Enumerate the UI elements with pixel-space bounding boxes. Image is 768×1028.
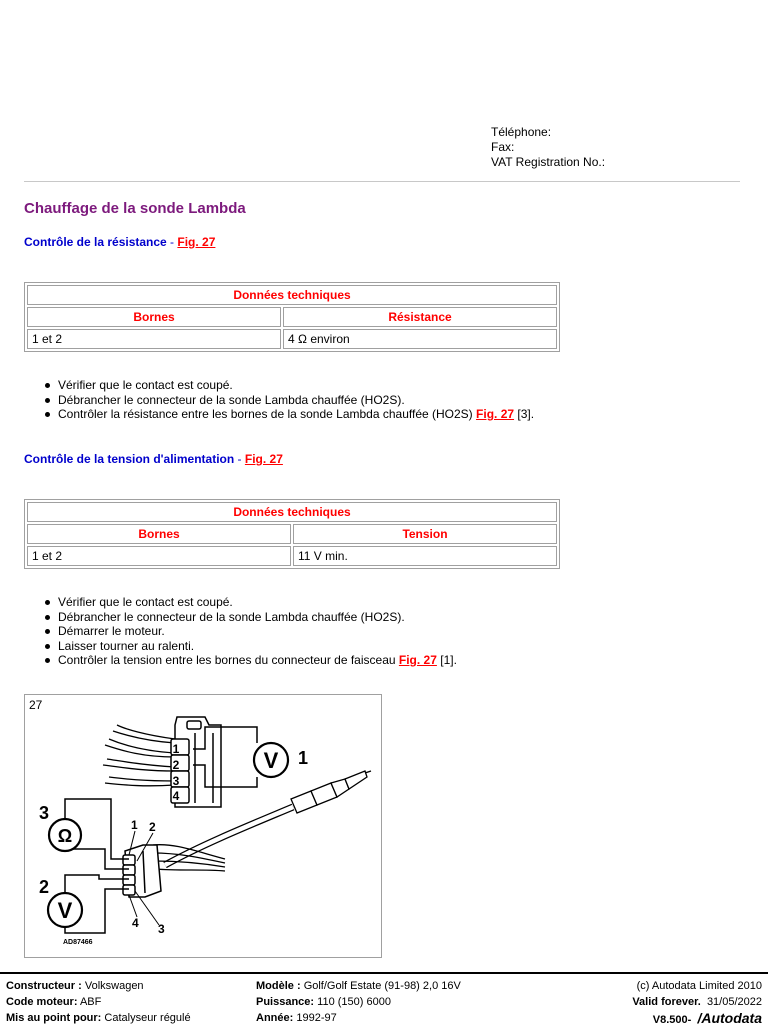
lower-pin-label-1: 1 [131,818,138,832]
pin-label-2: 2 [172,758,180,772]
footer [0,972,768,1026]
pin-label-4: 4 [172,789,180,803]
step-text: Contrôler la résistance entre les bornes de la sonde Lambda chauffée (HO2S) [58,407,473,421]
heading-separator: - [166,235,178,249]
code-moteur-value: ABF [79,996,102,1008]
footer-copyright: (c) Autodata Limited 2010 [636,980,762,992]
fig-link[interactable]: Fig. 27 [244,452,283,466]
lower-pin-label-2: 2 [149,820,156,834]
figure-number: 27 [29,698,43,712]
ohm-symbol: Ω [57,826,73,846]
resistance-steps [25,378,758,422]
fig-link[interactable]: Fig. 27 [398,653,437,667]
step-text: Contrôler la tension entre les bornes du connecteur de faisceau [58,653,396,667]
section-voltage-heading [24,452,283,466]
figure-code: AD87466 [63,939,93,946]
list-item: Vérifier que le contact est coupé. [58,378,758,393]
footer-constructeur [6,978,246,994]
page-title: Chauffage de la sonde Lambda [24,200,246,217]
list-item: Débrancher le connecteur de la sonde Lambda chauffée (HO2S). [58,610,758,625]
step-ref: [1]. [436,653,457,667]
footer-model-col [256,978,556,1026]
modele-value: Golf/Golf Estate (91-98) 2,0 16V [303,980,461,992]
table-title: Données techniques [27,285,557,305]
footer-validity [542,994,762,1010]
mis-au-point-label: Mis au point pour: [6,1012,102,1024]
footer-date: 31/05/2022 [706,996,762,1008]
footer-vehicle-col [6,978,246,1026]
column-header-bornes: Bornes [27,307,281,327]
callout-1: 1 [298,748,309,768]
version-label: V8.500- [652,1014,692,1026]
list-item: Démarrer le moteur. [58,624,758,639]
list-item [58,653,758,668]
list-item: Vérifier que le contact est coupé. [58,595,758,610]
cell-resistance: 4 Ω environ [283,329,557,349]
autodata-logo: /Autodata [697,1010,762,1026]
lower-pin-label-3: 3 [158,922,165,936]
column-header-bornes: Bornes [27,524,291,544]
constructeur-value: Volkswagen [84,980,144,992]
footer-meta-col [542,978,762,1028]
lower-pin-label-4: 4 [132,916,139,930]
footer-modele [256,978,556,994]
column-header-resistance: Résistance [283,307,557,327]
pin-label-1: 1 [172,742,180,756]
upper-harness-cables [103,725,175,786]
footer-brand-line [542,1010,762,1028]
callout-3: 3 [39,803,50,823]
wiring-diagram [25,695,381,957]
mis-au-point-value: Catalyseur régulé [104,1012,191,1024]
annee-label: Année: [256,1012,294,1024]
footer-code-moteur [6,994,246,1010]
section-resistance-heading [24,235,215,249]
pin-label-3: 3 [172,774,180,788]
fig-link[interactable]: Fig. 27 [177,235,216,249]
figure-27 [24,694,382,958]
telephone-label: Téléphone: [491,125,552,139]
list-item: Laisser tourner au ralenti. [58,639,758,654]
step-ref: [3]. [514,407,535,421]
cell-tension: 11 V min. [293,546,557,566]
valid-label: Valid forever. [632,996,701,1008]
lower-harness-wires [153,845,225,871]
puissance-value: 110 (150) 6000 [317,996,391,1008]
volt-symbol: V [57,898,73,923]
code-moteur-label: Code moteur: [6,996,78,1008]
section-resistance-title: Contrôle de la résistance [24,235,167,249]
cell-bornes: 1 et 2 [27,546,291,566]
constructeur-label: Constructeur : [6,980,82,992]
heading-separator: - [234,452,245,466]
section-voltage-title: Contrôle de la tension d'alimentation [24,452,235,466]
table-title: Données techniques [27,502,557,522]
annee-value: 1992-97 [296,1012,337,1024]
resistance-spec-table [24,282,560,352]
footer-puissance [256,994,556,1010]
vat-label: VAT Registration No.: [491,155,606,169]
header-divider [24,181,740,182]
column-header-tension: Tension [293,524,557,544]
voltage-spec-table [24,499,560,569]
puissance-label: Puissance: [256,996,315,1008]
cell-bornes: 1 et 2 [27,329,281,349]
volt-symbol: V [263,748,279,773]
list-item [58,407,758,422]
modele-label: Modèle : [256,980,301,992]
contact-block [491,125,605,170]
voltage-steps [25,595,758,668]
list-item: Débrancher le connecteur de la sonde Lambda chauffée (HO2S). [58,393,758,408]
callout-2: 2 [39,877,50,897]
fig-link[interactable]: Fig. 27 [476,407,515,421]
fax-label: Fax: [491,140,515,154]
